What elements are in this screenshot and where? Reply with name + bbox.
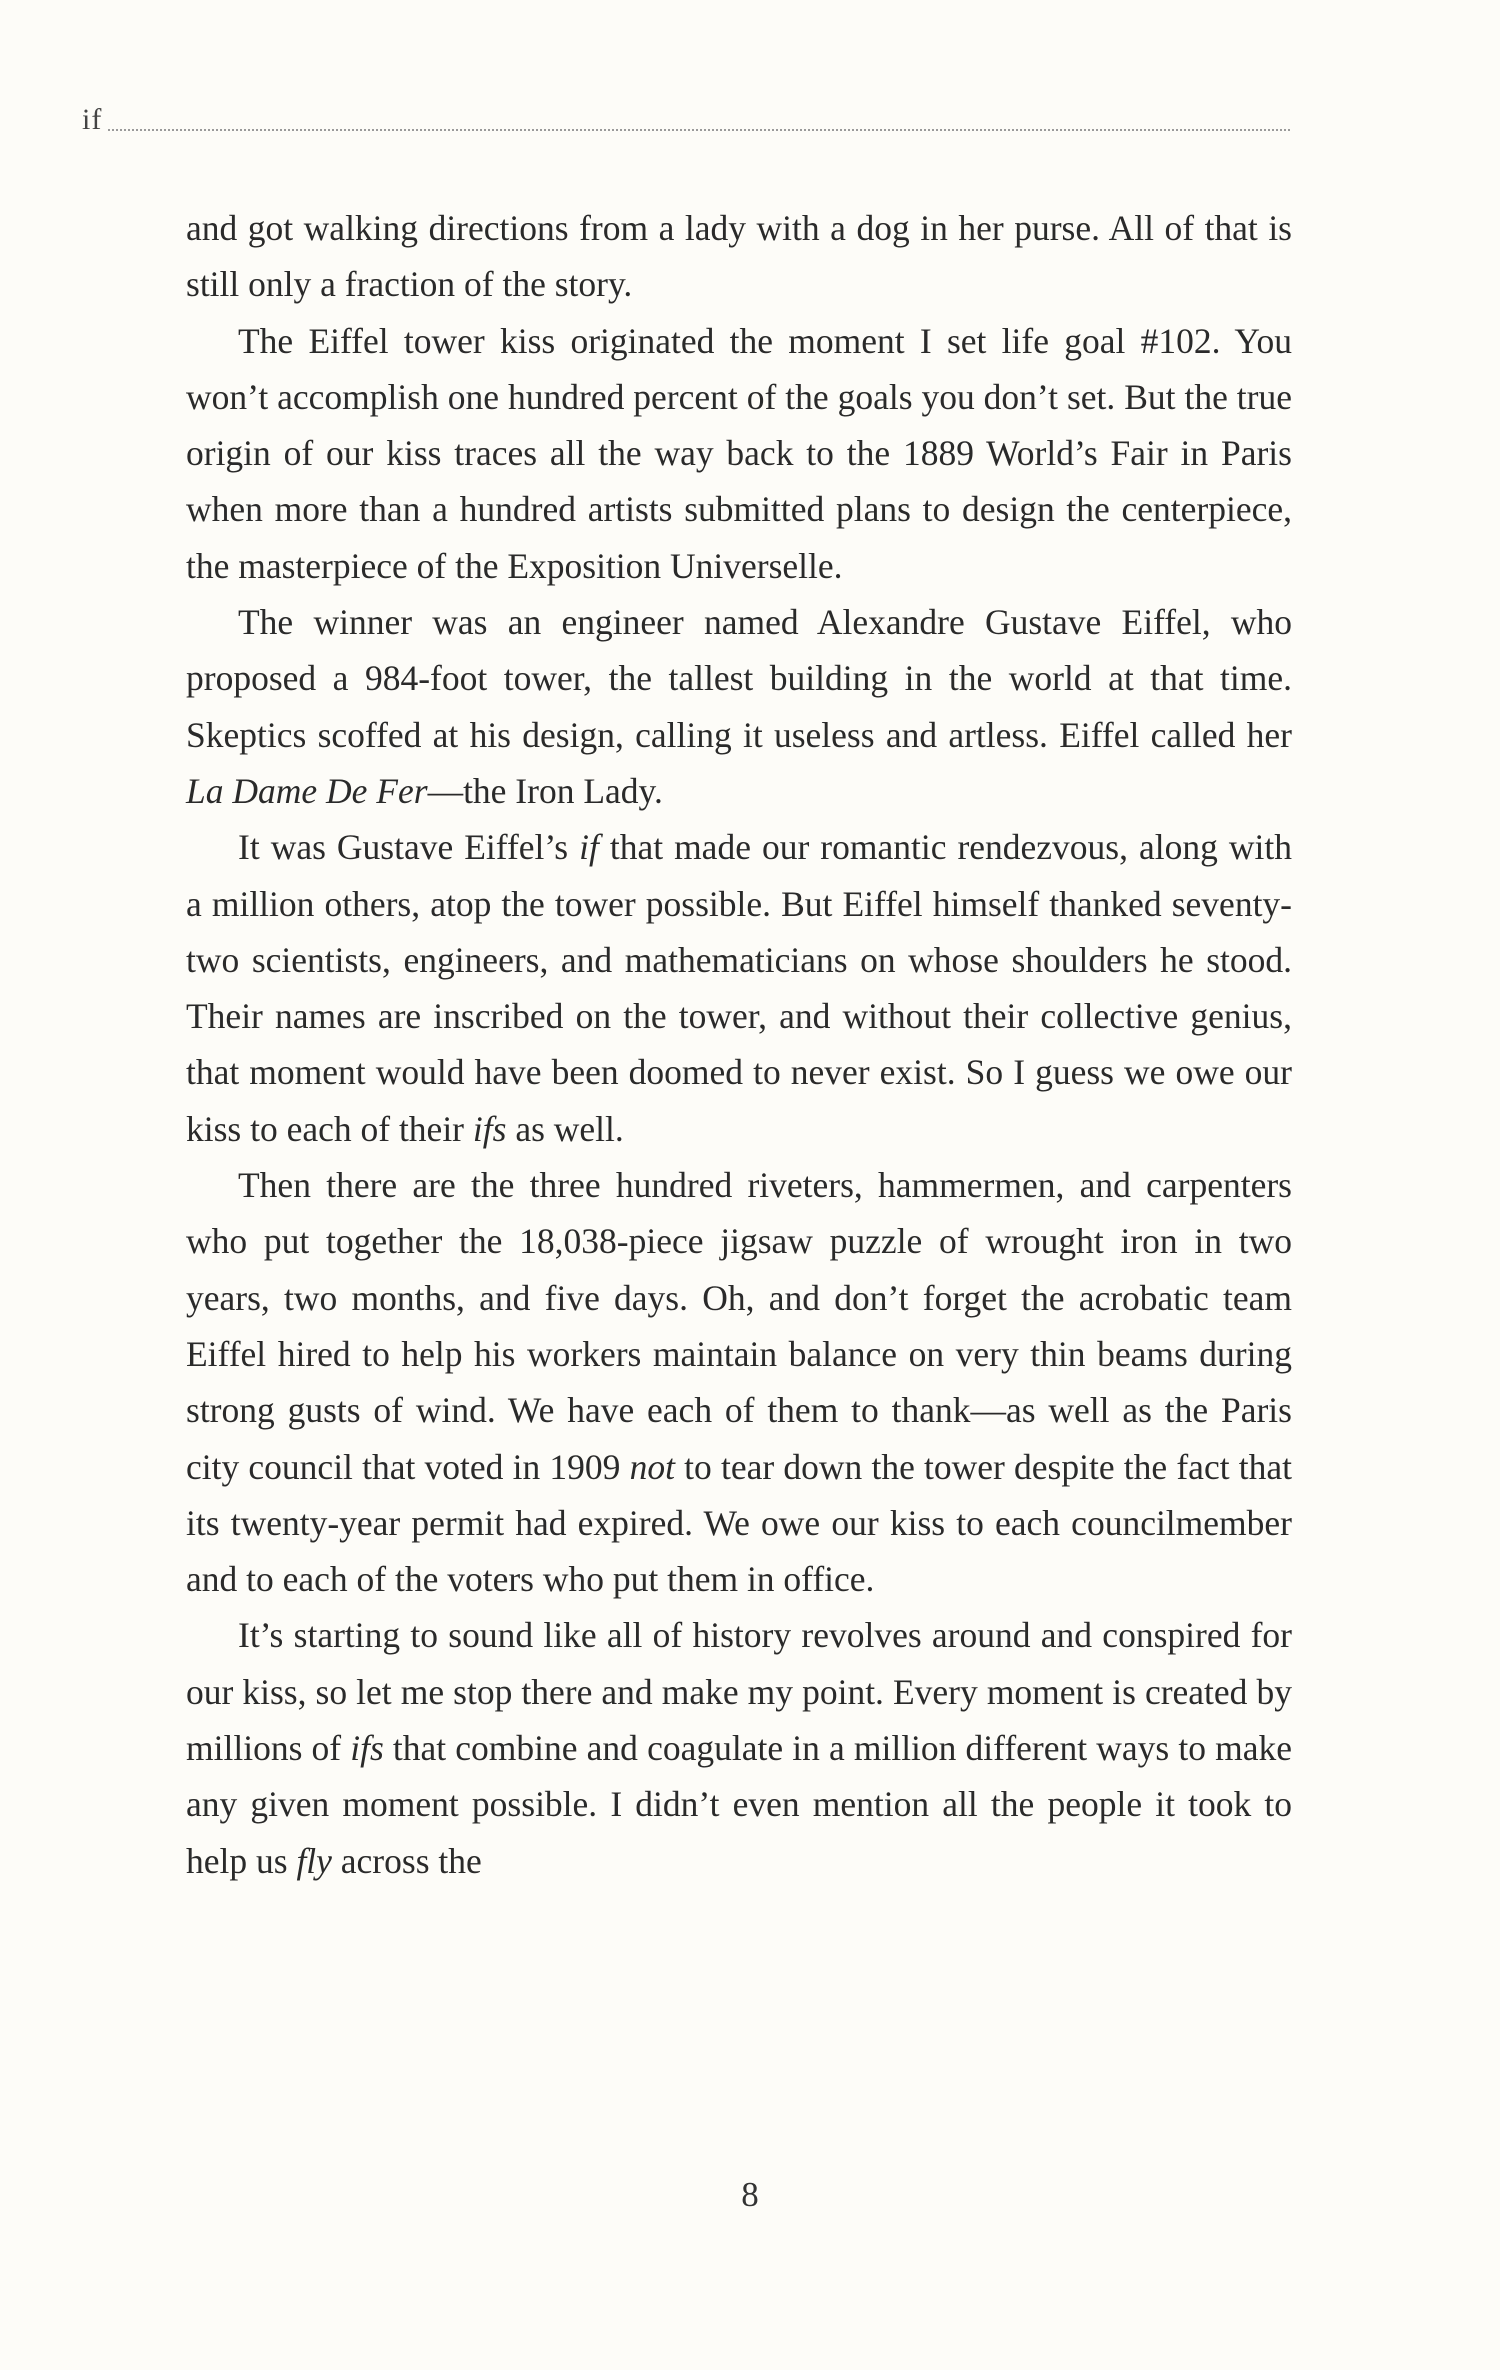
text-run: as well.	[506, 1108, 624, 1149]
text-run: It was Gustave Eiffel’s	[238, 827, 580, 868]
running-head-rule	[108, 129, 1290, 131]
paragraph	[186, 1157, 1292, 1607]
italic-text-run: not	[629, 1446, 675, 1487]
italic-text-run: if	[579, 827, 599, 868]
page-number: 8	[741, 2175, 759, 2214]
text-run: that combine and coagulate in a million different ways to make any given moment possible. I didn’t even mention all the people it took to help us	[186, 1728, 1292, 1881]
italic-text-run: ifs	[472, 1108, 507, 1149]
text-run: The winner was an engineer named Alexandre Gustave Eiffel, who proposed a 984-foot tower, the tallest building in the world at that time. Skeptics scoffed at his design, calling it useless and artless. Eiffel called her	[186, 602, 1292, 755]
paragraph	[186, 313, 1292, 594]
paragraph	[186, 1607, 1292, 1888]
text-run: that made our romantic rendezvous, along with a million others, atop the tower possible. But Eiffel himself thanked seventy-two scientists, engineers, and mathematicians on whose shoulders he stood. Their names are inscribed on the tower, and without their collective genius, that moment would have been doomed to never exist. So I guess we owe our kiss to each of their	[186, 827, 1292, 1149]
text-run: across the	[331, 1840, 482, 1881]
italic-text-run: La Dame De Fer	[186, 770, 428, 811]
text-run: It’s starting to sound like all of history revolves around and conspired for our kiss, so let me stop there and make my point. Every moment is created by millions of	[186, 1615, 1292, 1769]
text-run: and got walking directions from a lady with a dog in her purse. All of that is still only a fraction of the story.	[186, 208, 1292, 305]
text-run: to tear down the tower despite the fact that its twenty-year permit had expired. We owe our kiss to each councilmember and to each of the voters who put them in office.	[186, 1446, 1292, 1600]
text-run: The Eiffel tower kiss originated the moment I set life goal #102. You won’t accomplish one hundred percent of the goals you don’t set. But the true origin of our kiss traces all the way back to the 1889 World’s Fair in Paris when more than a hundred artists submitted plans to design the centerpiece, the masterpiece of the Exposition Universelle.	[186, 320, 1292, 586]
running-head	[82, 95, 1290, 135]
text-run: Then there are the three hundred riveters, hammermen, and carpenters who put together the 18,038-piece jigsaw puzzle of wrought iron in two years, two months, and five days. Oh, and don’t forget the acrobatic team Eiffel hired to help his workers maintain balance on very thin beams during strong gusts of wind. We have each of them to thank—as well as the Paris city council that voted in 1909	[186, 1165, 1292, 1487]
text-run: —the Iron Lady.	[427, 770, 663, 811]
paragraph	[186, 819, 1292, 1157]
italic-text-run: fly	[296, 1840, 332, 1881]
running-head-title: if	[82, 103, 103, 136]
paragraph	[186, 200, 1292, 313]
body-text	[186, 200, 1292, 1889]
italic-text-run: ifs	[350, 1728, 384, 1769]
paragraph	[186, 594, 1292, 819]
